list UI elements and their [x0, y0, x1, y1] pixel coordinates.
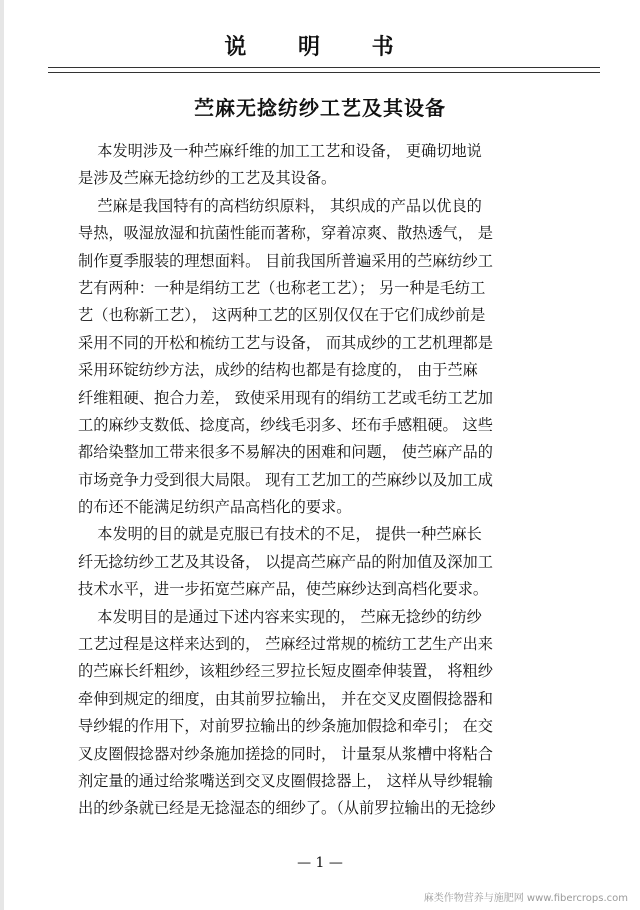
body-line: 的苎麻长纤粗纱，该粗纱经三罗拉长短皮圈牵伸装置， 将粗纱: [78, 662, 493, 681]
body-line: 制作夏季服装的理想面料。 目前我国所普遍采用的苎麻纺纱工: [78, 251, 493, 270]
watermark: 麻类作物营养与施肥网 www.fibercrops.com: [423, 893, 628, 904]
body-line: 出的纱条就已经是无捻湿态的细纱了。（从前罗拉输出的无捻纱: [78, 799, 496, 818]
body-line: 工艺过程是这样来达到的， 苎麻经过常规的梳纺工艺生产出来: [78, 635, 493, 654]
page-number: — 1 —: [297, 855, 343, 871]
body-line: 牵伸到规定的细度，由其前罗拉输出， 并在交叉皮圈假捻器和: [78, 689, 493, 708]
body-line: 采用不同的开松和梳纺工艺与设备， 而其成纱的工艺机理都是: [78, 333, 493, 352]
body-line: 导纱辊的作用下，对前罗拉输出的纱条施加假捻和牵引； 在交: [78, 717, 493, 736]
document-title: 苎麻无捻纺纱工艺及其设备: [194, 96, 446, 120]
body-line: 市场竞争力受到很大局限。 现有工艺加工的苎麻纱以及加工成: [78, 470, 493, 489]
header-rule-thin: [48, 72, 600, 73]
body-line: 的布还不能满足纺织产品高档化的要求。: [78, 498, 352, 517]
document-body: [78, 138, 600, 823]
body-line: 本发明涉及一种苎麻纤维的加工工艺和设备， 更确切地说: [78, 142, 482, 160]
body-line: 是涉及苎麻无捻纺纱的工艺及其设备。: [78, 169, 337, 188]
page-edge: [0, 0, 4, 910]
body-line: 都给染整加工带来很多不易解决的困难和问题， 使苎麻产品的: [78, 443, 493, 462]
body-line: 苎麻是我国特有的高档纺织原料， 其织成的产品以优良的: [78, 196, 482, 215]
body-line: 技术水平，进一步拓宽苎麻产品，使苎麻纱达到高档化要求。: [78, 580, 489, 599]
header-title: 说 明 书: [224, 34, 416, 60]
body-line: 工的麻纱支数低、捻度高，纱线毛羽多、坯布手感粗硬。 这些: [78, 415, 493, 434]
body-line: 纤维粗硬、抱合力差， 致使采用现有的绢纺工艺或毛纺工艺加: [78, 388, 493, 407]
body-line: 本发明的目的就是克服已有技术的不足， 提供一种苎麻长: [78, 525, 482, 544]
body-line: 采用环锭纺纱方法，成纱的结构也都是有捻度的， 由于苎麻: [78, 361, 478, 380]
body-line: 艺（也称新工艺）， 这两种工艺的区别仅仅在于它们成纱前是: [78, 306, 486, 325]
body-line: 剂定量的通过给浆嘴送到交叉皮圈假捻器上， 这样从导纱辊输: [78, 771, 493, 790]
body-line: 导热，吸湿放湿和抗菌性能而著称，穿着凉爽、散热透气， 是: [78, 224, 493, 243]
body-line: 艺有两种：一种是绢纺工艺（也称老工艺）； 另一种是毛纺工: [78, 278, 486, 297]
body-line: 本发明目的是通过下述内容来实现的， 苎麻无捻纱的纺纱: [78, 607, 482, 626]
body-line: 纤无捻纺纱工艺及其设备， 以提高苎麻产品的附加值及深加工: [78, 552, 493, 571]
header-rule-thick: [48, 67, 600, 68]
body-line: 叉皮圈假捻器对纱条施加搓捻的同时， 计量泵从浆槽中将粘合: [78, 744, 493, 763]
